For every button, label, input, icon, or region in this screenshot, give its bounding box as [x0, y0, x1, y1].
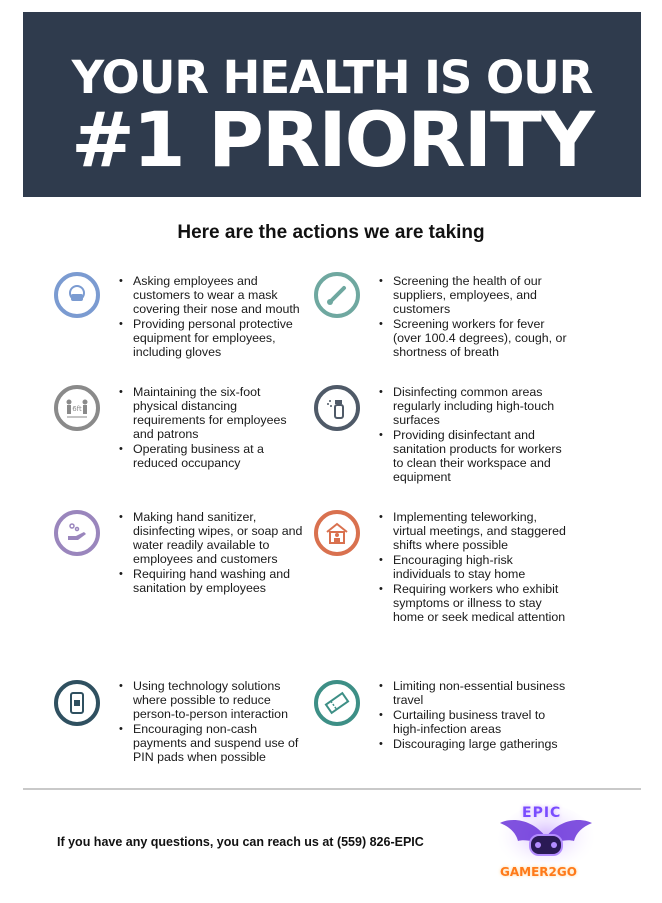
list-item: • Curtailing business travel to high-infection areas	[377, 708, 567, 736]
stay-home-icon	[314, 510, 360, 556]
epic-gamer2go-logo	[494, 797, 598, 887]
list-item: • Providing personal protective equipment for employees, including gloves	[117, 317, 307, 359]
logo-text-gamer2go: GAMER2GO	[500, 865, 577, 879]
list-item: • Limiting non-essential business travel	[377, 679, 567, 707]
list-item: • Operating business at a reduced occupancy	[117, 442, 307, 470]
list-item: • Using technology solutions where possible to reduce person-to-person interaction	[117, 679, 307, 721]
list-item: • Requiring hand washing and sanitation by employees	[117, 567, 312, 595]
list-item: • Requiring workers who exhibit symptoms or illness to stay home or seek medical attention	[377, 582, 567, 624]
list-item: • Making hand sanitizer, disinfecting wipes, or soap and water readily available to employees and customers	[117, 510, 312, 566]
list-item: • Screening workers for fever (over 100.4 degrees), cough, or shortness of breath	[377, 317, 567, 359]
thermometer-icon	[314, 272, 360, 318]
svg-text:6ft: 6ft	[72, 405, 82, 413]
list-item: • Asking employees and customers to wear a mask covering their nose and mouth	[117, 274, 307, 316]
mobile-phone-icon	[54, 680, 100, 726]
list-item: • Disinfecting common areas regularly including high-touch surfaces	[377, 385, 567, 427]
list-item: • Maintaining the six-foot physical distancing requirements for employees and patrons	[117, 385, 307, 441]
list-item: • Screening the health of our suppliers, employees, and customers	[377, 274, 567, 316]
list-item: • Encouraging non-cash payments and suspend use of PIN pads when possible	[117, 722, 307, 764]
list-item: • Providing disinfectant and sanitation products for workers to clean their workspace and equipment	[377, 428, 567, 484]
banner-line-1: YOUR HEALTH IS OUR	[71, 51, 593, 104]
logo-text-epic: EPIC	[522, 805, 562, 821]
spray-bottle-icon	[314, 385, 360, 431]
six-feet-distance-icon	[54, 385, 100, 431]
section-subtitle: Here are the actions we are taking	[177, 222, 485, 243]
banner-line-2: #1 PRIORITY	[71, 95, 593, 184]
list-item: • Discouraging large gatherings	[377, 737, 567, 751]
ticket-icon	[314, 680, 360, 726]
header-banner	[23, 12, 641, 197]
hand-sanitizer-icon	[54, 510, 100, 556]
divider	[23, 788, 641, 790]
face-mask-icon	[54, 272, 100, 318]
list-item: • Implementing teleworking, virtual meetings, and staggered shifts where possible	[377, 510, 567, 552]
contact-line: If you have any questions, you can reach us at (559) 826-EPIC	[57, 835, 424, 849]
list-item: • Encouraging high-risk individuals to stay home	[377, 553, 567, 581]
